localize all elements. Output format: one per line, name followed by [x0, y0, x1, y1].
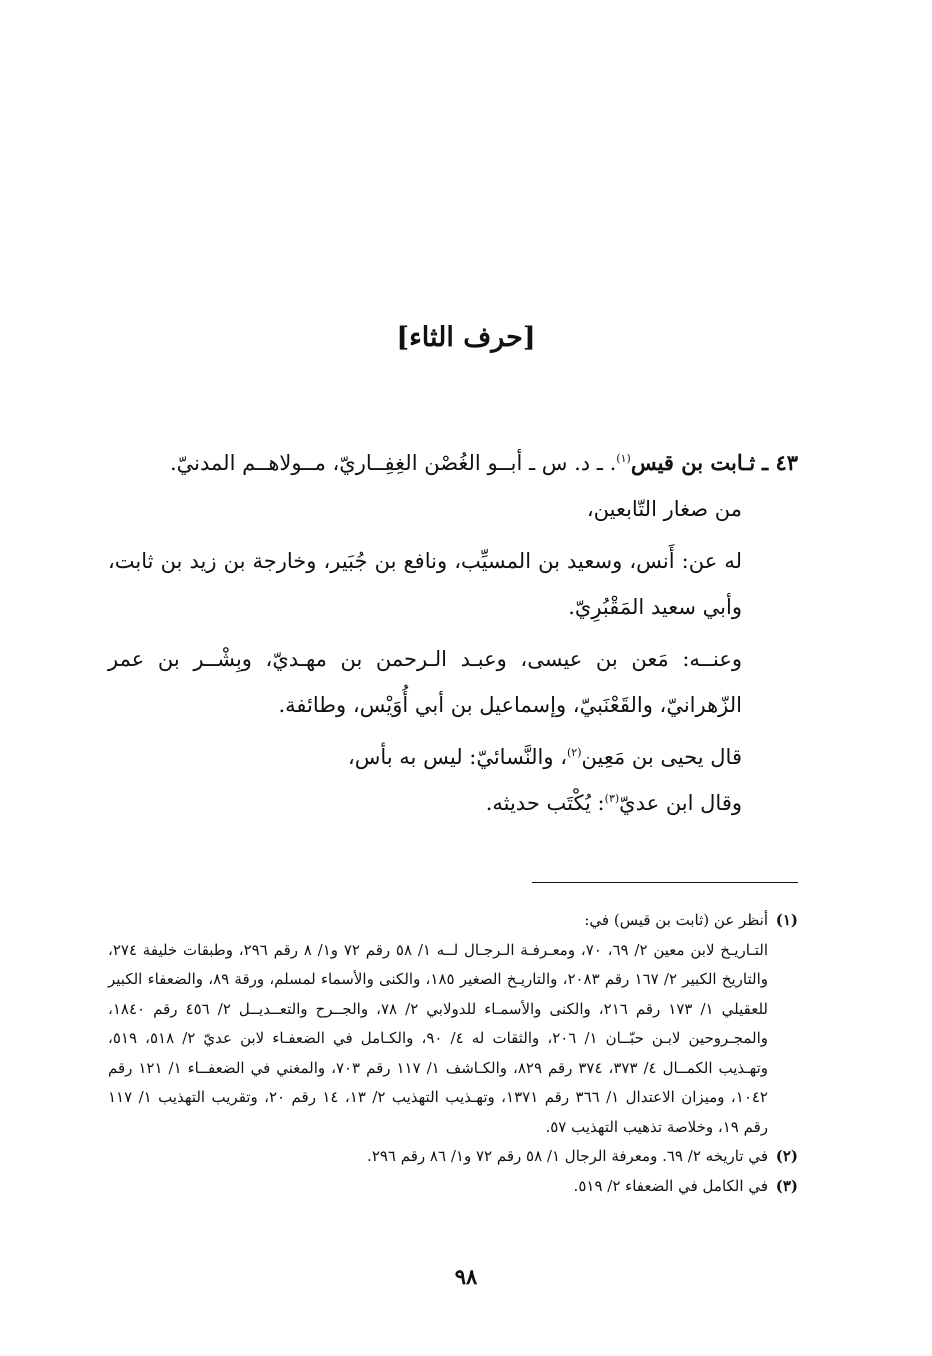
footnote-line: التـاريـخ لابن معين ٢/ ٦٩، ٧٠، ومعـرفـة الـرجـال لــه ١/ ٥٨ رقم ٧٢ و١/ ٨ رقم ٢٩٦، وطبقات خليفة ٢٧٤، والتاريخ الكبير ٢/ ١٦٧ رقم ٢٠٨٣، والتاريـخ الصغير ١٨٥، والكنى والأسماء لمسلم، ورقة ٨٩، والضعفاء الكبير للعقيلي ١/ ١٧٣ رقم ٢١٦، والكنى والأسمـاء للدولابي ٢/ ٧٨، والجــرح والتعــديــل ٢/ ٤٥٦ رقم ١٨٤٠، والمجـروحين لابـن حبّــان ١/ ٢٠٦، والثقات له ٤/ ٩٠، والكـامل في الضعفـاء لابن عديّ ٢/ ٥١٨، ٥١٩، وتهـذيب الكمــال ٤/ ٣٧٣، ٣٧٤ رقم ٨٢٩، والكـاشف ١/ ١١٧ رقم ٧٠٣، والمغني في الضعفــاء ١/ ١٢١ رقم ١٠٤٢، وميزان الاعتدال ١/ ٣٦٦ رقم ١٣٧١، وتهـذيب التهذيب ٢/ ١٣، ١٤ رقم ٢٠، وتقريب التهذيب ١/ ١١٧ رقم ١٩، وخلاصة تذهيب التهذيب ٥٧. [108, 940, 769, 1136]
footnote-3 [108, 1172, 798, 1202]
ibn-adi-text-a: وقال ابن عديّ [619, 791, 742, 815]
footnote-line: أنظر عن (ثابت بن قيس) في: [584, 911, 768, 929]
entry-ibn-main [108, 734, 798, 780]
footnote-body [108, 1142, 768, 1172]
entry-name: ثـابت بن قيس [630, 450, 756, 475]
entry-narrated-from: له عن: أَنس، وسعيد بن المسيِّب، ونافع بن جُبَير، وخارجة بن زيد بن ثابت، وأبي سعيد المَقْبُرِيّ. [108, 549, 742, 619]
footnotes [108, 906, 798, 1201]
footnote-ref-3[interactable]: (٣) [604, 792, 620, 805]
footnote-marker: (٢) [775, 1147, 798, 1165]
entry-ibn-adi [108, 780, 798, 826]
footnote-ref-2[interactable]: (٢) [566, 746, 582, 759]
footnote-1 [108, 906, 798, 1142]
entry-number: ٤٣ ـ [761, 450, 798, 475]
entry-narrated-by: وعنــه: مَعن بن عيسى، وعبـد الـرحمن بن مهـديّ، وبِشْــر بن عمر الزّهرانيّ، والقَعْنَبيّ، وإسماعيل بن أبي أُوَيْس، وطائفة. [108, 647, 742, 717]
entry-header [108, 440, 798, 486]
footnote-body [108, 1172, 768, 1202]
entry-header-rest: . ـ د. س ـ أبــو الغُصْن الغِفِــاريّ، مــولاهــم المدنيّ. [169, 451, 617, 475]
footnote-ref-1[interactable]: (١) [616, 452, 631, 465]
footnote-marker: (١) [775, 911, 798, 929]
ibn-main-text-a: قال يحيى بن مَعِين [581, 745, 742, 769]
footnote-line: في الكامل في الضعفاء ٢/ ٥١٩. [573, 1176, 768, 1195]
page-number: ٩٨ [454, 1264, 478, 1289]
footnote-2 [108, 1142, 798, 1172]
footnote-body [108, 906, 768, 1142]
footnote-divider [532, 882, 798, 883]
ibn-adi-text-b: : يُكْتَب حديثه. [485, 791, 605, 815]
footnote-line: في تاريخه ٢/ ٦٩. ومعرفة الرجال ١/ ٥٨ رقم ٧٢ و١/ ٨٦ رقم ٢٩٦. [367, 1147, 768, 1165]
ibn-main-text-b: ، والنَّسائيّ: ليس به بأس، [347, 745, 567, 769]
section-heading: [حرف الثاء] [396, 322, 536, 353]
main-text [108, 440, 798, 826]
entry-tabaqa: من صغار التّابعين، [586, 497, 742, 521]
footnote-marker: (٣) [775, 1176, 798, 1195]
